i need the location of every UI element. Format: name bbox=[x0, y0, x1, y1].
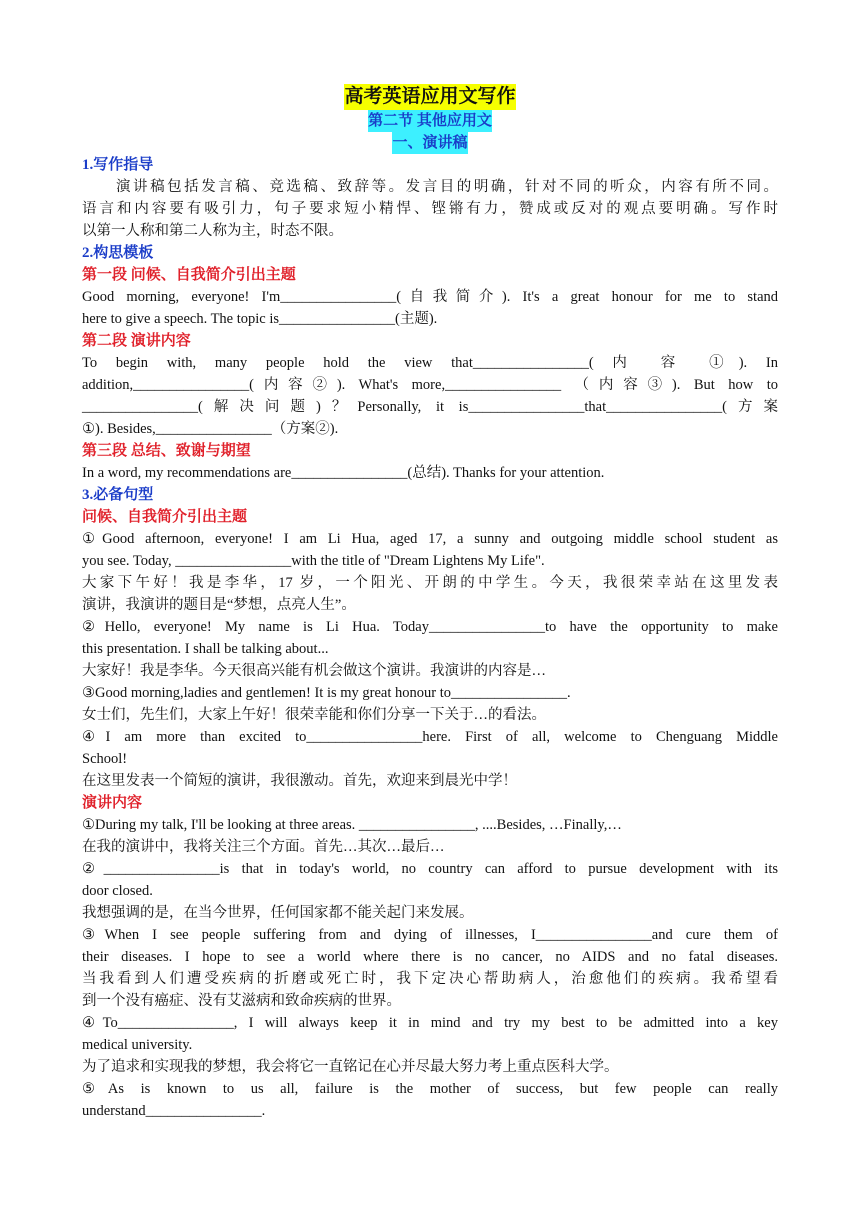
translation-line: 演讲，我演讲的题目是“梦想，点亮人生”。 bbox=[82, 597, 356, 613]
sentence-line: School! bbox=[82, 751, 128, 767]
sentence-line: medical university. bbox=[82, 1037, 193, 1053]
heading-template: 2.构思模板 bbox=[82, 245, 154, 261]
document-page bbox=[82, 84, 778, 1122]
translation-line: 为了追求和实现我的梦想，我会将它一直铭记在心并尽最大努力考上重点医科大学。 bbox=[82, 1059, 619, 1075]
sentence-line: understand________________. bbox=[82, 1103, 266, 1119]
template-line: here to give a speech. The topic is________________(主题). bbox=[82, 311, 438, 327]
translation-line: 在我的演讲中，我将关注三个方面。首先…其次…最后… bbox=[82, 839, 445, 855]
sentence-line: ⑤As is known to us all, failure is the mother of success, but few people can really bbox=[82, 1081, 778, 1097]
sentence-line: this presentation. I shall be talking about... bbox=[82, 641, 329, 657]
title-block bbox=[82, 84, 778, 154]
translation-line: 到一个没有癌症、没有艾滋病和致命疾病的世界。 bbox=[82, 993, 401, 1009]
translation-line: 当我看到人们遭受疾病的折磨或死亡时，我下定决心帮助病人，治愈他们的疾病。我希望看 bbox=[82, 971, 778, 987]
template-line: ①). Besides,________________（方案②). bbox=[82, 421, 339, 437]
page-title: 高考英语应用文写作 bbox=[344, 84, 515, 110]
sentence-line: ②Hello, everyone! My name is Li Hua. Today________________to have the opportunity to make bbox=[82, 619, 778, 635]
template-line: In a word, my recommendations are________________(总结). Thanks for your attention. bbox=[82, 465, 605, 481]
translation-line: 在这里发表一个简短的演讲，我很激动。首先，欢迎来到晨光中学！ bbox=[82, 773, 517, 789]
sentence-line: their diseases. I hope to see a world where there is no cancer, no AIDS and no fatal diseases. bbox=[82, 949, 778, 965]
subheading-greeting: 问候、自我简介引出主题 bbox=[82, 509, 248, 525]
template-line: ________________(解决问题)？Personally, it is________________that________________(方案 bbox=[82, 399, 778, 415]
guide-text-line: 演讲稿包括发言稿、竞选稿、致辞等。发言目的明确，针对不同的听众，内容有所不同。 bbox=[116, 179, 778, 195]
sentence-line: ④To________________, I will always keep it in mind and try my best to be admitted into a key bbox=[82, 1015, 778, 1031]
paragraph-1-heading: 第一段 问候、自我简介引出主题 bbox=[82, 267, 296, 283]
translation-line: 我想强调的是，在当今世界，任何国家都不能关起门来发展。 bbox=[82, 905, 474, 921]
subsection-title: 一、演讲稿 bbox=[392, 132, 467, 154]
sentence-line: you see. Today, ________________with the title of "Dream Lightens My Life". bbox=[82, 553, 545, 569]
sentence-line: door closed. bbox=[82, 883, 153, 899]
sentence-line: ④I am more than excited to________________here. First of all, welcome to Chenguang Middle bbox=[82, 729, 778, 745]
sentence-line: ②________________is that in today's world, no country can afford to pursue development with its bbox=[82, 861, 778, 877]
paragraph-3-heading: 第三段 总结、致谢与期望 bbox=[82, 443, 251, 459]
paragraph-2-heading: 第二段 演讲内容 bbox=[82, 333, 191, 349]
subheading-content: 演讲内容 bbox=[82, 795, 143, 811]
translation-line: 大家下午好！我是李华，17 岁，一个阳光、开朗的中学生。今天，我很荣幸站在这里发表 bbox=[82, 575, 778, 591]
guide-text-line: 语言和内容要有吸引力，句子要求短小精悍、铿锵有力，赞成或反对的观点要明确。写作时 bbox=[82, 201, 778, 217]
sentence-line: ①During my talk, I'll be looking at three areas. ________________, ....Besides, …Finally,… bbox=[82, 817, 622, 833]
heading-sentence-patterns: 3.必备句型 bbox=[82, 487, 154, 503]
translation-line: 女士们，先生们，大家上午好！很荣幸能和你们分享一下关于…的看法。 bbox=[82, 707, 546, 723]
heading-writing-guide: 1.写作指导 bbox=[82, 157, 154, 173]
sentence-line: ①Good afternoon, everyone! I am Li Hua, aged 17, a sunny and outgoing middle school student as bbox=[82, 531, 778, 547]
sentence-line: ③Good morning,ladies and gentlemen! It is my great honour to________________. bbox=[82, 685, 571, 701]
sentence-line: ③When I see people suffering from and dying of illnesses, I________________and cure them of bbox=[82, 927, 778, 943]
template-line: Good morning, everyone! I'm________________(自我简介). It's a great honour for me to stand bbox=[82, 289, 778, 305]
guide-text-line: 以第一人称和第二人称为主，时态不限。 bbox=[82, 223, 343, 239]
section-title: 第二节 其他应用文 bbox=[368, 110, 492, 132]
translation-line: 大家好！我是李华。今天很高兴能有机会做这个演讲。我演讲的内容是… bbox=[82, 663, 546, 679]
template-line: To begin with, many people hold the view that________________( 内 容 ①). In bbox=[82, 355, 778, 371]
template-line: addition,________________(内容②). What's more,________________ （内容③). But how to bbox=[82, 377, 778, 393]
